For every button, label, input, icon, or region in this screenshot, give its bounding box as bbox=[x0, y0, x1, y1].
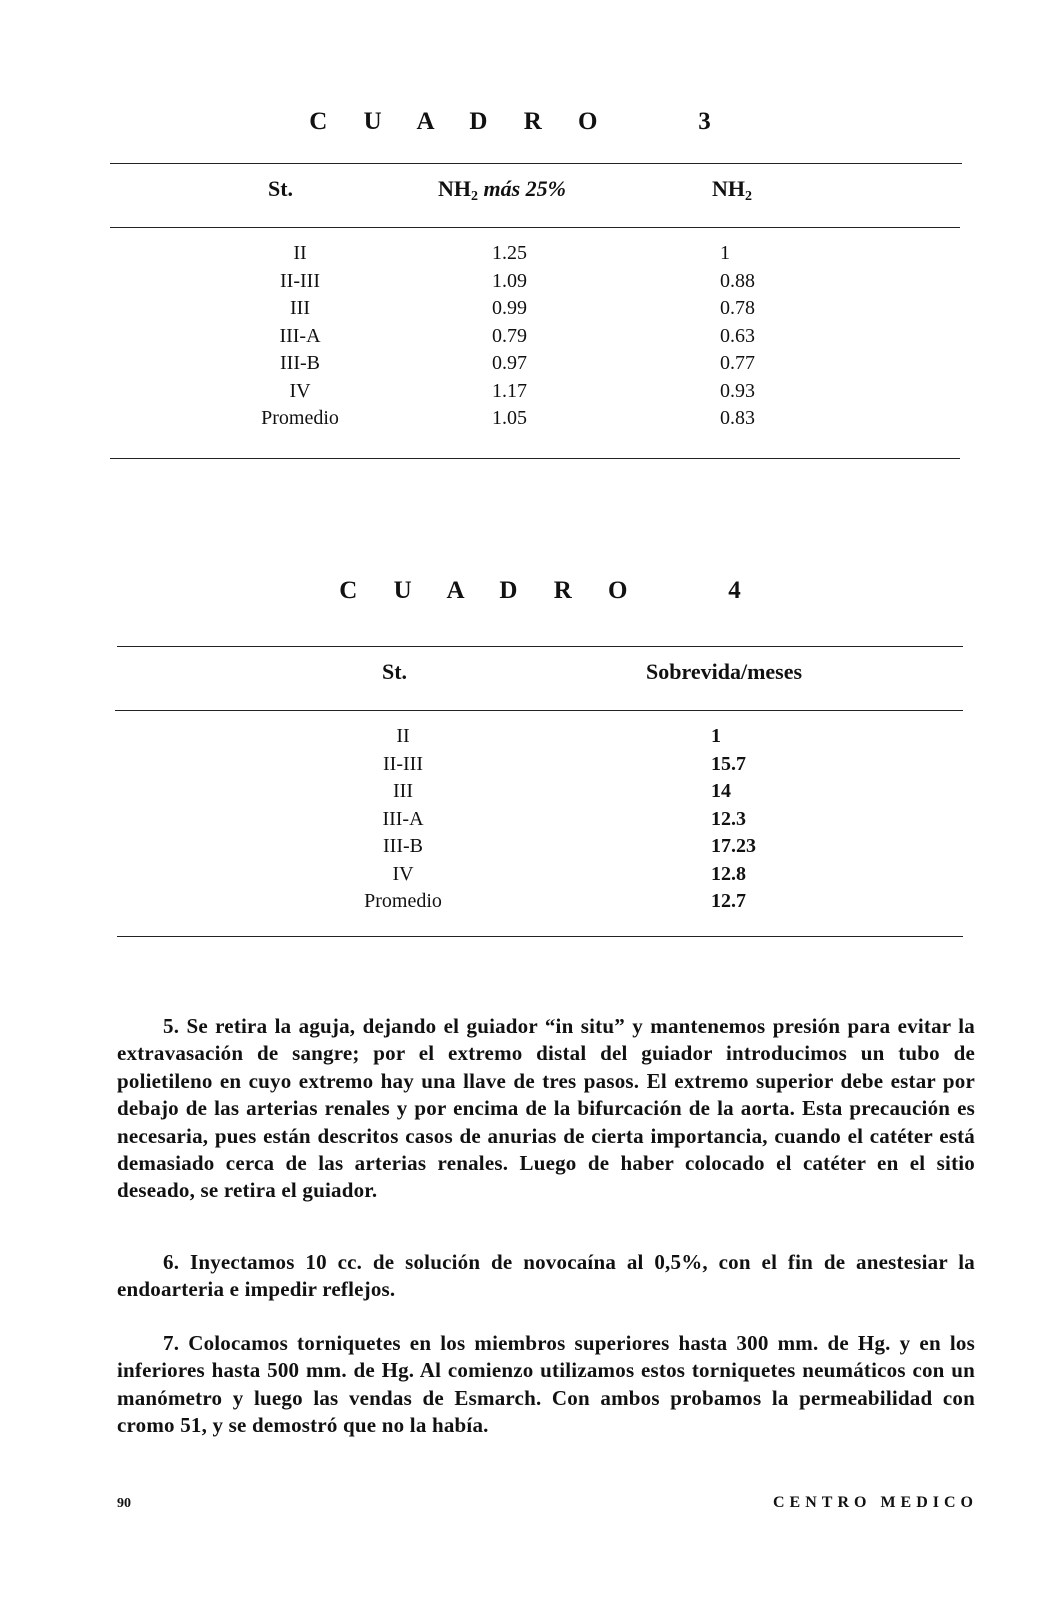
table-cell: 1 bbox=[720, 242, 730, 264]
table-cell: II-III bbox=[383, 752, 423, 775]
cuadro-3-col-st bbox=[235, 240, 365, 433]
table-cell: 0.63 bbox=[720, 324, 755, 347]
cuadro-4-header-sobrevida: Sobrevida/meses bbox=[646, 659, 803, 684]
cuadro-3-header-nh2-mas: $NH_2$ más 25% bbox=[438, 176, 566, 204]
table-rule bbox=[115, 710, 963, 711]
table-cell: 12.8 bbox=[711, 862, 746, 885]
table-cell: II bbox=[293, 242, 307, 264]
table-cell: 0.79 bbox=[492, 324, 527, 347]
table-cell: 0.99 bbox=[492, 297, 527, 319]
table-cell: III bbox=[393, 780, 413, 802]
cuadro-3-col-nh2-mas bbox=[492, 240, 527, 433]
table-rule bbox=[117, 646, 963, 647]
table-rule bbox=[110, 163, 962, 164]
table-cell: II bbox=[396, 725, 410, 747]
table-rule bbox=[117, 936, 963, 937]
table-cell: III-B bbox=[280, 352, 320, 374]
table-cell: 12.7 bbox=[711, 890, 746, 912]
table-cell: 1.25 bbox=[492, 242, 527, 264]
table-cell: 12.3 bbox=[711, 807, 746, 830]
journal-name: CENTRO MEDICO bbox=[772, 1494, 978, 1511]
paragraph-6: 6. Inyectamos 10 cc. de solución de novocaína al 0,5%, con el fin de anestesiar la endoarteria e impedir reflejos. bbox=[117, 1250, 975, 1302]
table-cell: 1.05 bbox=[492, 407, 527, 429]
table-cell: 0.97 bbox=[492, 352, 527, 374]
table-cell: 0.88 bbox=[720, 269, 755, 292]
table-cell: 0.78 bbox=[720, 297, 755, 319]
table-cell: 1 bbox=[711, 725, 721, 747]
table-cell: Promedio bbox=[364, 890, 442, 912]
cuadro-3-col-nh2 bbox=[720, 240, 755, 433]
table-rule bbox=[110, 458, 960, 459]
table-cell: III bbox=[290, 297, 310, 319]
page-number: 90 bbox=[117, 1496, 131, 1511]
table-cell: 1.09 bbox=[492, 269, 527, 292]
cuadro-3-header-st: St. bbox=[268, 176, 294, 201]
table-cell: III-B bbox=[383, 835, 423, 857]
cuadro-4-header-st: St. bbox=[382, 659, 408, 684]
cuadro-3-header-nh2: $NH_2$ bbox=[712, 176, 752, 204]
table-cell: 0.77 bbox=[720, 352, 755, 374]
table-cell: 14 bbox=[711, 780, 731, 802]
table-cell: III-A bbox=[279, 324, 321, 347]
paragraph-5: 5. Se retira la aguja, dejando el guiador “in situ” y mantenemos presión para evitar la extravasación de sangre; por el extremo distal del guiador introducimos un tubo de polietileno en cuyo extremo hay una llave de tres pasos. El extremo superior debe estar por debajo de las arterias renales y por encima de la bifurcación de la aorta. Esta precaución es necesaria, pues están descritos casos de anurias de cierta importancia, cuando el catéter está demasiado cerca de las arterias renales. Luego de haber colocado el catéter en el sitio deseado, se retira el guiador. bbox=[117, 1014, 975, 1203]
table-cell: 1.17 bbox=[492, 379, 527, 402]
table-cell: 15.7 bbox=[711, 752, 746, 775]
cuadro-3-title: C U A D R O 3 bbox=[309, 108, 715, 135]
table-cell: II-III bbox=[280, 269, 320, 292]
table-cell: IV bbox=[392, 862, 414, 885]
cuadro-4-col-st bbox=[338, 723, 468, 916]
cuadro-4-col-sobrevida bbox=[711, 723, 756, 916]
cuadro-4-title: C U A D R O 4 bbox=[339, 577, 745, 604]
table-cell: 17.23 bbox=[711, 835, 756, 857]
table-rule bbox=[110, 227, 960, 228]
table-cell: III-A bbox=[382, 807, 424, 830]
table-cell: Promedio bbox=[261, 407, 339, 429]
paragraph-7: 7. Colocamos torniquetes en los miembros superiores hasta 300 mm. de Hg. y en los inferiores hasta 500 mm. de Hg. Al comienzo utilizamos estos torniquetes neumáticos con un manómetro y luego las vendas de Esmarch. Con ambos probamos la permeabilidad con cromo 51, y se demostró que no la había. bbox=[117, 1331, 975, 1438]
table-cell: IV bbox=[289, 379, 311, 402]
table-cell: 0.83 bbox=[720, 407, 755, 429]
table-cell: 0.93 bbox=[720, 379, 755, 402]
